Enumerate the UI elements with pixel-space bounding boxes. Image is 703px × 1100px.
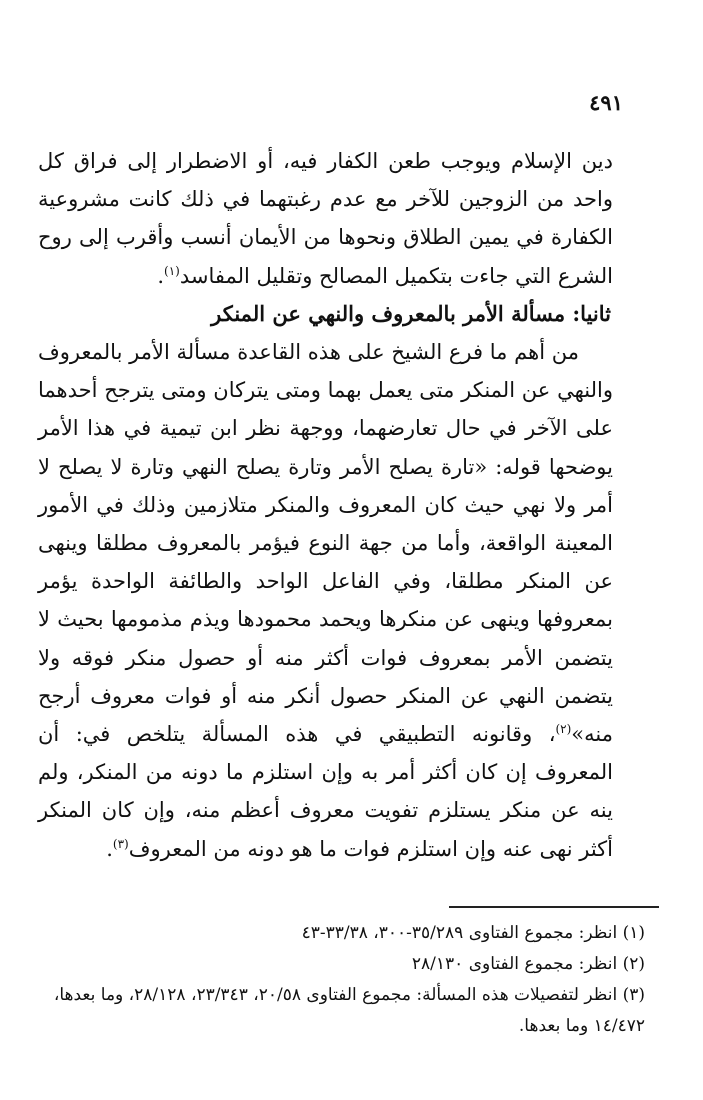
footnote-ref-3[interactable]: (٣) [112,836,129,851]
footnotes [35,918,645,1042]
footnote-1: (١) انظر: مجموع الفتاوى ٣٥/٢٨٩-٣٠٠، ٣٣/٣٨-٤٣ [301,923,645,943]
paragraph-end: . [106,836,113,861]
paragraph-text: من أهم ما فرع الشيخ على هذه القاعدة مسألة الأمر بالمعروف والنهي عن المنكر متى يعمل بهما ومتى يتركان ومتى يترجح أحدهما على الآخر في حال تعارضهما، ووجهة نظر ابن تيمية في هذا الأمر يوضحها قوله: «تارة يصلح الأمر وتارة يصلح النهي وتارة لا يصلح لا أمر ولا نهي حيث كان المعروف والمنكر متلازمين وذلك في الأمور المعينة الواقعة، وأما من جهة النوع فيؤمر بالمعروف مطلقا وينهى عن المنكر مطلقا، وفي الفاعل الواحد والطائفة الواحدة يؤمر بمعروفها وينهى عن منكرها ويحمد محمودها ويذم مذمومها بحيث لا يتضمن الأمر بمعروف فوات أكثر منه أو حصول منكر فوقه ولا يتضمن النهي عن المنكر حصول أنكر منه أو فوات معروف أرجح منه» [38,340,613,747]
paragraph-main [38,333,613,868]
footnote-divider [449,906,659,908]
footnote-2: (٢) انظر: مجموع الفتاوى ٢٨/١٣٠ [411,954,645,974]
footnote-3: (٣) انظر لتفصيلات هذه المسألة: مجموع الفتاوى ٢٠/٥٨، ٢٣/٣٤٣، ٢٨/١٢٨، وما بعدها، ١٤/٤٧٢ وما بعدها. [53,985,645,1036]
paragraph-text: دين الإسلام ويوجب طعن الكفار فيه، أو الاضطرار إلى فراق كل واحد من الزوجين للآخر مع عدم رغبتهما في ذلك كانت مشروعية الكفارة في يمين الطلاق ونحوها من الأيمان أنسب وأقرب إلى روح الشرع التي جاءت بتكميل المصالح وتقليل المفاسد [38,149,613,288]
paragraph-text: ، وقانونه التطبيقي في هذه المسألة يتلخص في: أن المعروف إن كان أكثر أمر به وإن استلزم ما دونه من المنكر، ولم ينه عن منكر يستلزم تفويت معروف أعظم منه، وإن كان المنكر أكثر نهى عنه وإن استلزم فوات ما هو دونه من المعروف [38,722,613,861]
paragraph-continuation [38,142,613,295]
section-heading: ثانيا: مسألة الأمر بالمعروف والنهي عن المنكر [211,300,611,326]
page-number: ٤٩١ [589,90,623,115]
paragraph-end: . [157,263,165,288]
footnote-ref-2[interactable]: (٢) [555,722,572,737]
main-text [38,142,613,868]
footnote-ref-1[interactable]: (١) [164,263,180,278]
